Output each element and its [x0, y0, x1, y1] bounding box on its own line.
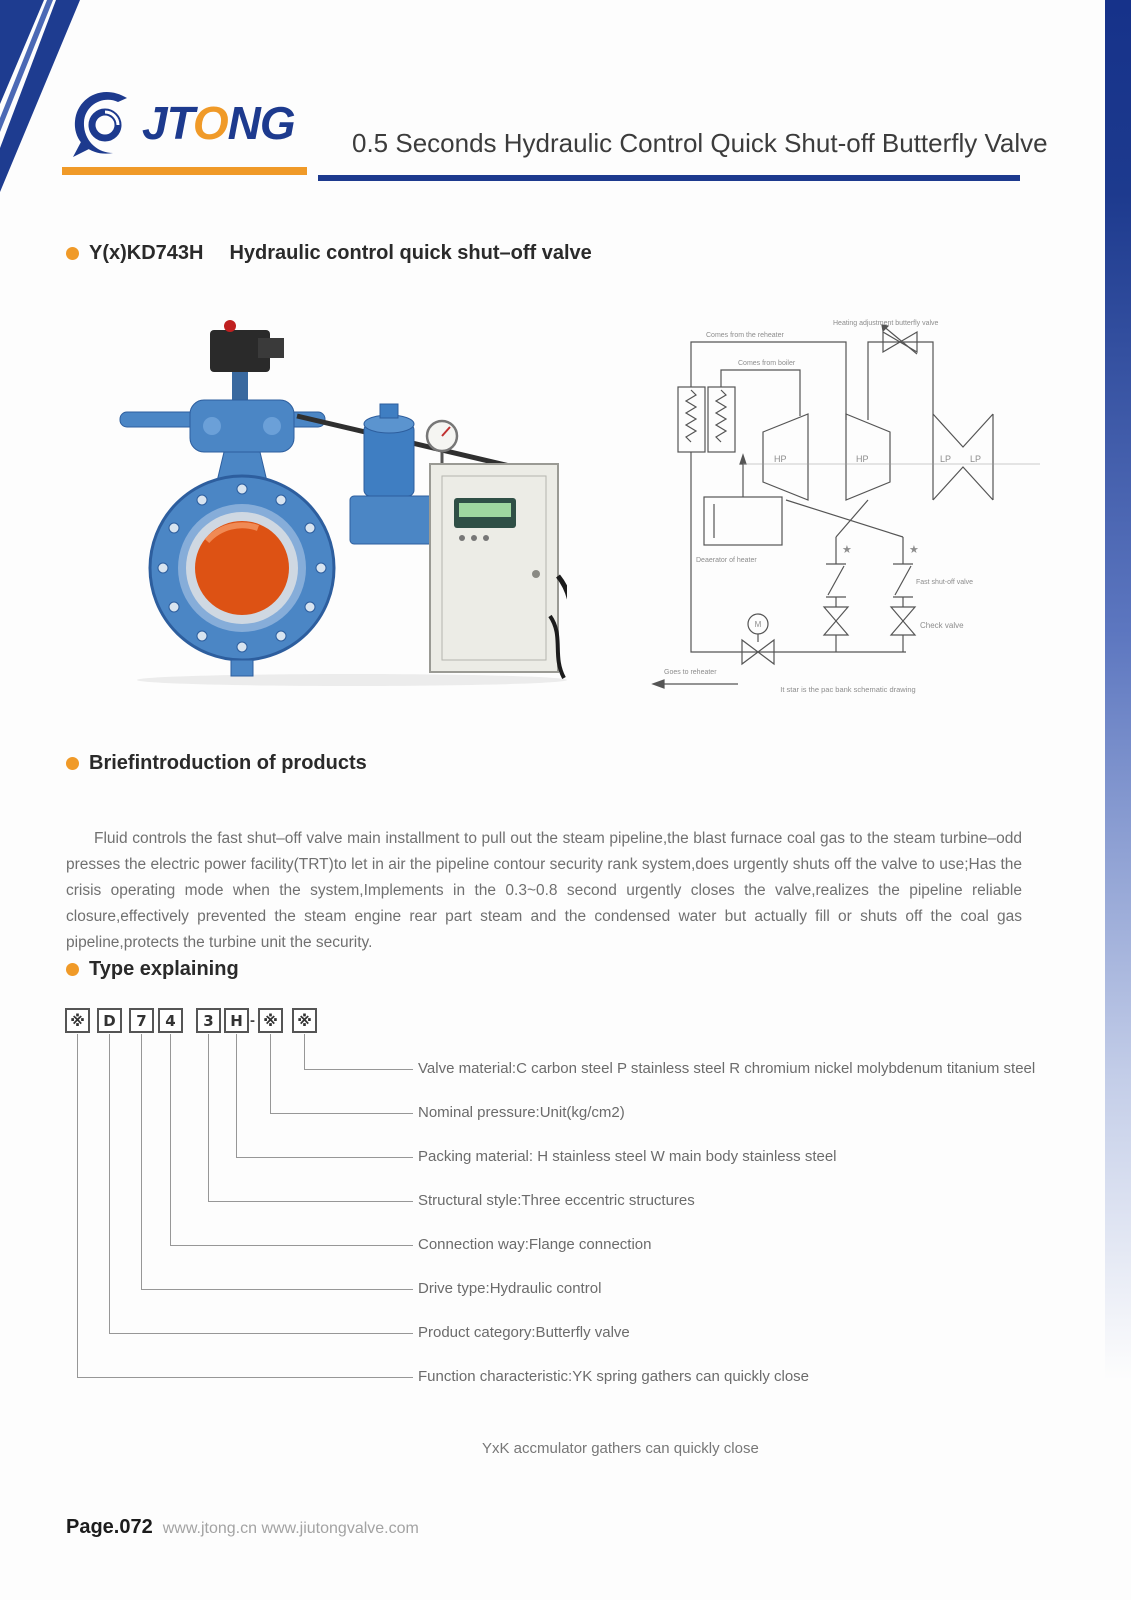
footer-urls: www.jtong.cn www.jiutongvalve.com — [162, 1520, 419, 1537]
connector-line — [109, 1034, 110, 1333]
schematic-label-motor: M — [754, 620, 762, 629]
connector-line — [77, 1034, 78, 1377]
logo-ng: NG — [227, 97, 295, 149]
brief-paragraph: Fluid controls the fast shut–off valve main installment to pull out the steam pipeline,the blast furnace coal gas to the steam turbine–odd presses the electric power facility(TRT)to let in air the pipeline contour security rank system,does urgently shuts off the valve to use;Has the crisis operating mode when the system,Implements in the 0.3~0.8 second urgently closes the valve,realizes the pipeline reliable closure,effectively prevented the steam engine rear part steam and the condensed water but actually fill or shuts off the coal gas pipeline,protects the turbine unit the security. — [66, 830, 1022, 951]
schematic-label-from-reheater: Comes from the reheater — [706, 332, 784, 339]
type-row-product-category: Product category:Butterfly valve — [418, 1324, 630, 1341]
connector-line — [270, 1113, 413, 1114]
brief-heading — [66, 752, 367, 775]
footer — [66, 1516, 419, 1539]
product-heading-text — [89, 242, 592, 265]
logo-swirl-icon — [72, 88, 136, 158]
type-box-7: ※ — [258, 1008, 283, 1033]
product-heading — [66, 242, 592, 265]
product-model: Y(x)KD743H — [89, 242, 204, 264]
type-heading-text: Type explaining — [89, 958, 239, 980]
connector-line — [141, 1289, 413, 1290]
type-box-4: 4 — [158, 1008, 183, 1033]
type-box-1: ※ — [65, 1008, 90, 1033]
type-box-2: D — [97, 1008, 122, 1033]
orange-rule — [62, 167, 307, 175]
connector-line — [304, 1069, 413, 1070]
type-row-nominal-pressure: Nominal pressure:Unit(kg/cm2) — [418, 1104, 625, 1121]
orange-bullet-icon — [66, 963, 79, 976]
type-heading — [66, 958, 239, 981]
type-row-packing-material: Packing material: H stainless steel W main body stainless steel — [418, 1148, 837, 1165]
schematic-label-heating-valve: Heating adjustment butterfly valve — [833, 320, 939, 327]
star-icon: ★ — [842, 544, 852, 556]
system-schematic — [648, 312, 1078, 712]
connector-line — [77, 1377, 413, 1378]
connector-line — [208, 1201, 413, 1202]
type-box-5: 3 — [196, 1008, 221, 1033]
blue-rule — [318, 175, 1020, 181]
type-box-6: H — [224, 1008, 249, 1033]
connector-line — [270, 1034, 271, 1113]
connector-line — [304, 1034, 305, 1069]
connector-line — [236, 1034, 237, 1157]
product-photo — [112, 316, 567, 686]
orange-bullet-icon — [66, 247, 79, 260]
schematic-label-goes-reheater: Goes to reheater — [664, 669, 717, 676]
type-box-3: 7 — [129, 1008, 154, 1033]
type-row-valve-material: Valve material:C carbon steel P stainless steel R chromium nickel molybdenum titanium steel — [418, 1060, 1036, 1077]
schematic-label-fast-valve: Fast shut-off valve — [916, 579, 974, 586]
connector-line — [170, 1034, 171, 1245]
orange-bullet-icon — [66, 757, 79, 770]
star-icon: ★ — [909, 544, 919, 556]
type-box-dash: - — [250, 1012, 255, 1029]
product-name: Hydraulic control quick shut–off valve — [229, 242, 592, 264]
corner-decoration — [0, 0, 82, 240]
logo — [72, 88, 295, 158]
logo-o: O — [192, 97, 228, 149]
type-box-8: ※ — [292, 1008, 317, 1033]
schematic-label-lp1: LP — [940, 454, 952, 464]
schematic-label-deaerator: Deaerator of heater — [696, 557, 757, 564]
type-row-drive-type: Drive type:Hydraulic control — [418, 1280, 602, 1297]
connector-line — [109, 1333, 413, 1334]
logo-wordmark — [142, 96, 295, 150]
schematic-label-from-boiler: Comes from boiler — [738, 360, 796, 367]
type-row-function: Function characteristic:YK spring gathers can quickly close — [418, 1368, 810, 1385]
footer-page-number: Page.072 — [66, 1516, 153, 1538]
type-row-connection-way: Connection way:Flange connection — [418, 1236, 652, 1253]
type-extra-line: YxK accmulator gathers can quickly close — [482, 1440, 759, 1457]
schematic-caption: It star is the pac bank schematic drawing — [780, 685, 916, 694]
type-row-structural-style: Structural style:Three eccentric structures — [418, 1192, 695, 1209]
logo-jt: JT — [142, 97, 193, 149]
connector-line — [236, 1157, 413, 1158]
page-title: 0.5 Seconds Hydraulic Control Quick Shut-off Butterfly Valve — [352, 128, 1048, 158]
right-edge-bar — [1105, 0, 1131, 1380]
schematic-label-hp2: HP — [856, 454, 869, 464]
brief-heading-text: Briefintroduction of products — [89, 752, 367, 774]
connector-line — [141, 1034, 142, 1289]
connector-line — [208, 1034, 209, 1201]
connector-line — [170, 1245, 413, 1246]
schematic-label-lp2: LP — [970, 454, 982, 464]
schematic-label-check-valve: Check valve — [920, 621, 964, 630]
schematic-label-hp1: HP — [774, 454, 787, 464]
